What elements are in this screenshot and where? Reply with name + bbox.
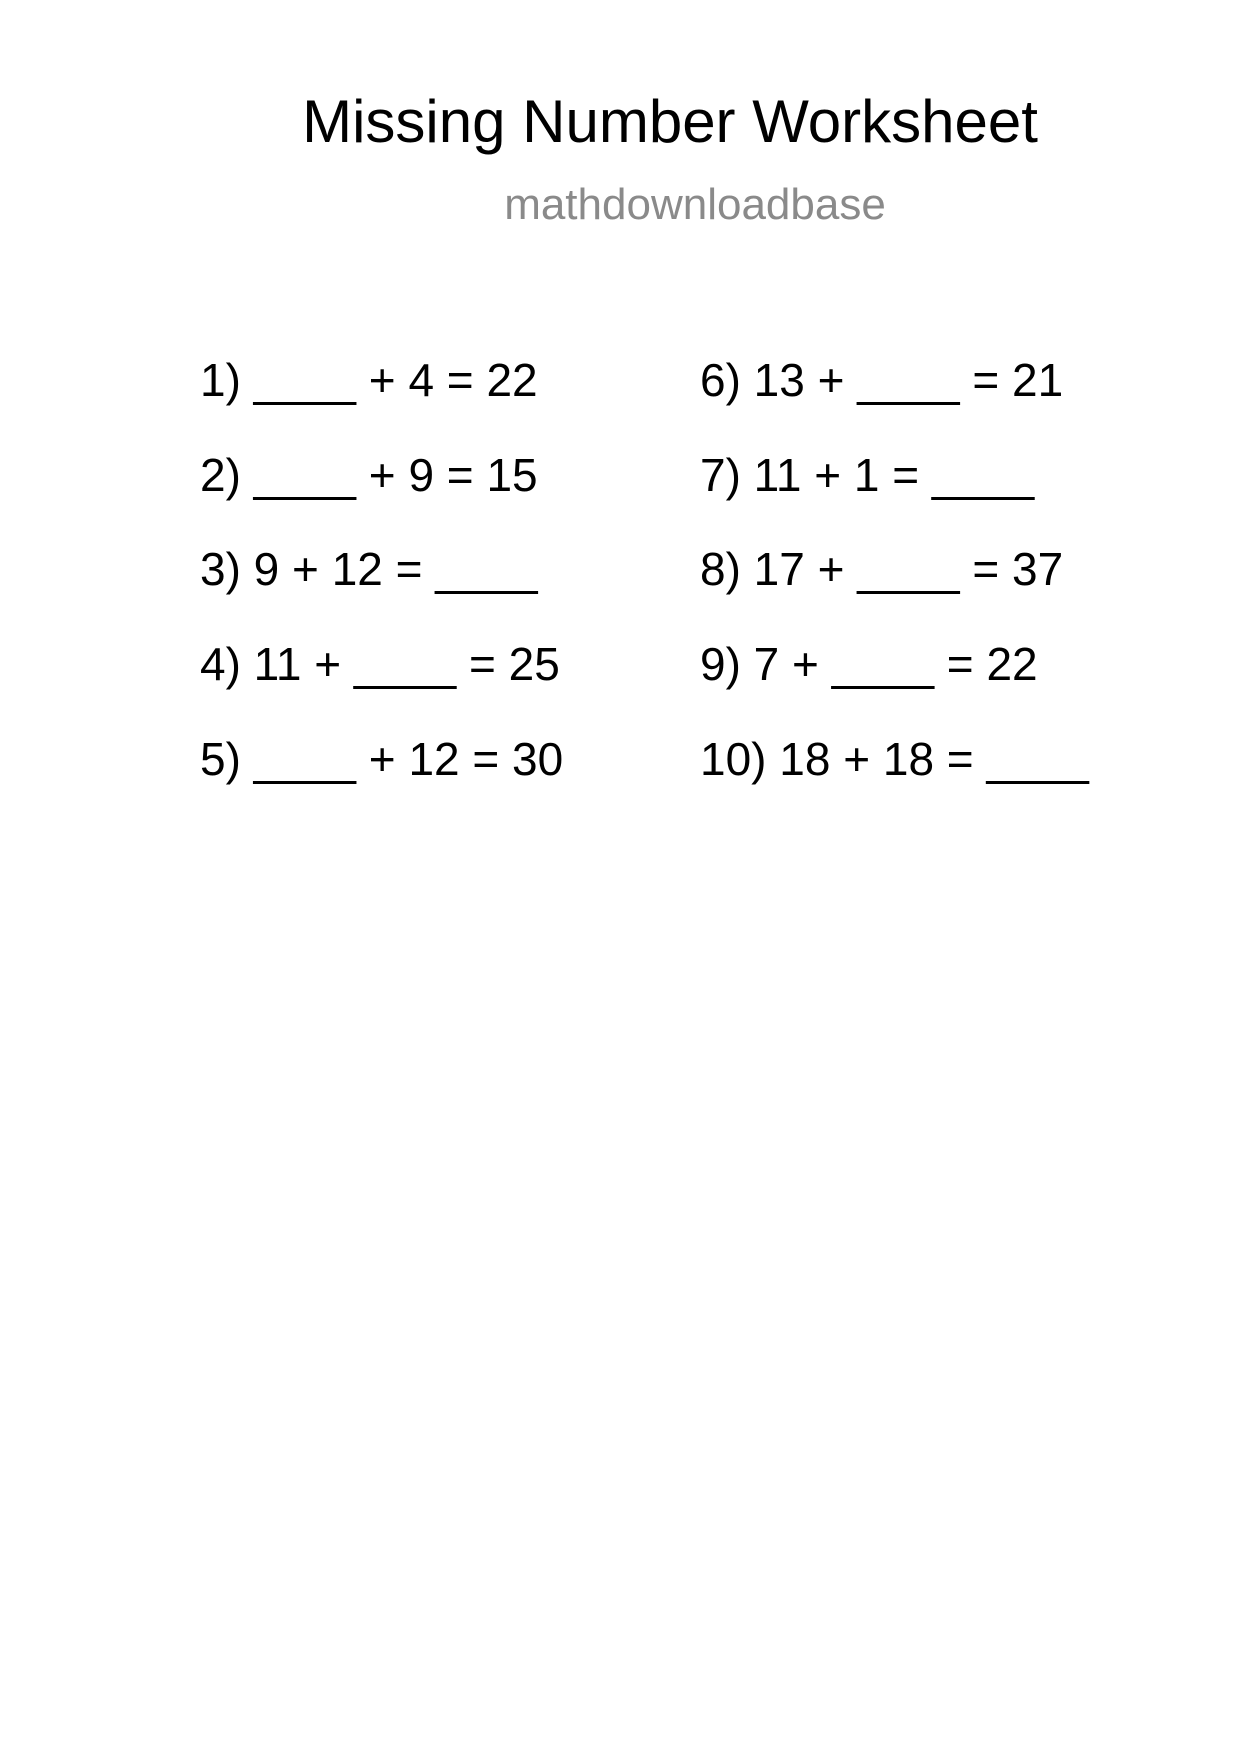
problem-3: 3) 9 + 12 = ____ xyxy=(200,543,538,595)
problem-1: 1) ____ + 4 = 22 xyxy=(200,354,538,406)
problem-8: 8) 17 + ____ = 37 xyxy=(700,543,1064,595)
problem-6: 6) 13 + ____ = 21 xyxy=(700,354,1064,406)
worksheet-title: Missing Number Worksheet xyxy=(302,88,1038,155)
problem-10: 10) 18 + 18 = ____ xyxy=(700,733,1089,785)
problem-9: 9) 7 + ____ = 22 xyxy=(700,638,1038,690)
problem-4: 4) 11 + ____ = 25 xyxy=(200,638,560,690)
problem-2: 2) ____ + 9 = 15 xyxy=(200,449,538,501)
worksheet-subtitle: mathdownloadbase xyxy=(504,180,886,229)
problem-5: 5) ____ + 12 = 30 xyxy=(200,733,564,785)
problem-7: 7) 11 + 1 = ____ xyxy=(700,449,1035,501)
